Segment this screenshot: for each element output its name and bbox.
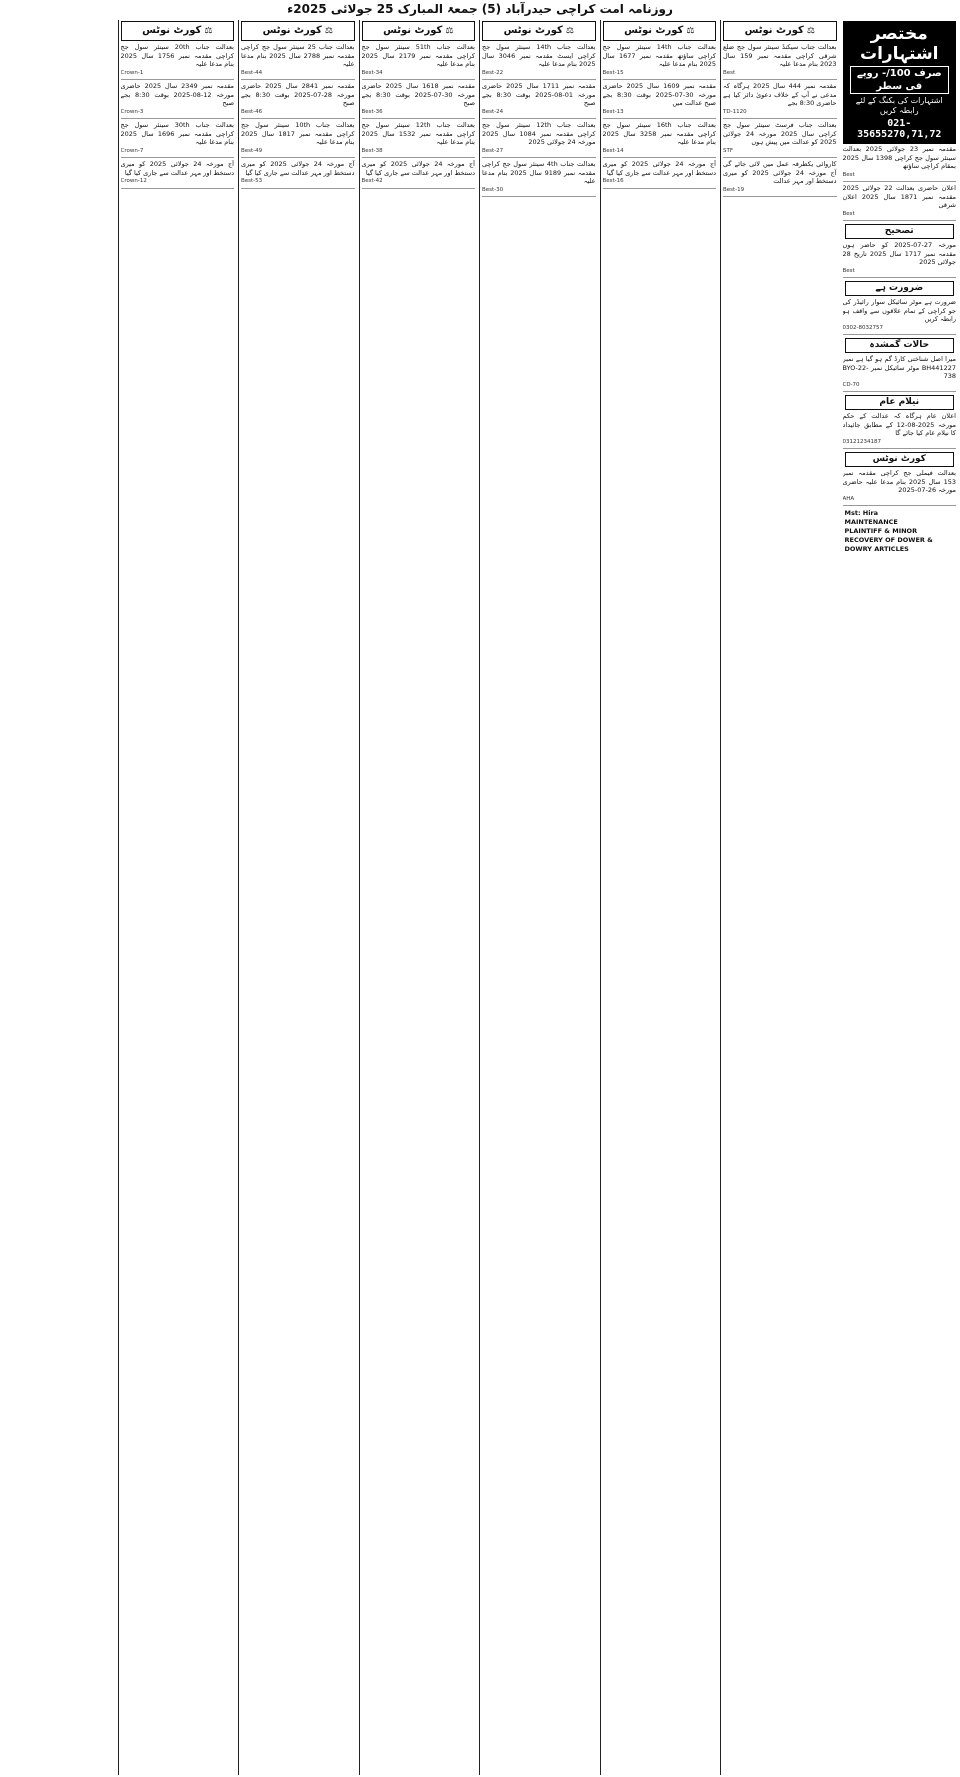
notice-code: Best <box>723 69 736 76</box>
notice-code: Best-22 <box>482 69 504 76</box>
classifieds-header <box>843 21 957 144</box>
notice-code: Best-53 <box>241 178 263 184</box>
notice-text: آج مورخہ 24 جولائی 2025 کو میری دستخط اور مہر عدالت سے جاری کیا گیا <box>241 160 355 177</box>
notice-text: مقدمہ نمبر 1609 سال 2025 حاضری مورخہ 30-07-2025 بوقت 8:30 بجے صبح عدالت میں <box>602 82 716 107</box>
section-heading-lost: حالات گمشدہ <box>845 338 955 353</box>
section-heading-correction: تصحیح <box>845 224 955 239</box>
notice <box>482 43 596 80</box>
notice-text: ضرورت ہے موٹر سائیکل سوار رائیڈر کی جو کراچی کے تمام علاقوں سے واقف ہو رابطہ کریں <box>842 298 956 323</box>
gavel-icon: ⚖ <box>806 26 815 36</box>
notice <box>843 298 957 335</box>
column-heading-text: کورٹ نوٹس <box>744 25 804 36</box>
columns-container <box>2 20 958 1775</box>
notice-code: Best-38 <box>361 147 383 154</box>
notice-code: 0302-8032757 <box>842 324 883 331</box>
notice-text: مقدمہ نمبر 1711 سال 2025 حاضری مورخہ 01-08-2025 بوقت 8:30 بجے صبح <box>482 82 596 107</box>
column-heading-text: کورٹ نوٹس <box>624 25 684 36</box>
notice-code: Crown-3 <box>120 108 144 115</box>
notice <box>241 160 355 189</box>
classifieds-notices <box>841 145 959 555</box>
classifieds-rate: صرف 100/- روپے فی سطر <box>850 66 950 94</box>
column-heading <box>241 21 355 41</box>
notice <box>121 121 235 158</box>
notice <box>362 160 476 189</box>
notice-text: مورخہ 27-07-2025 کو حاضر ہوں مقدمہ نمبر 1717 سال 2025 تاریخ 28 جولائی 2025 <box>842 241 956 266</box>
gavel-icon: ⚖ <box>324 26 333 36</box>
notice-text: بعدالت جناب 12th سینئر سول جج کراچی مقدمہ نمبر 1532 سال 2025 بنام مدعا علیہ <box>361 121 475 146</box>
notices-list <box>239 43 357 189</box>
notice <box>362 43 476 80</box>
notice-code: CD-70 <box>842 381 860 388</box>
notice-code: Best-49 <box>241 147 263 154</box>
notice <box>121 160 235 189</box>
notice <box>121 43 235 80</box>
notices-list <box>721 43 839 197</box>
notice <box>482 160 596 197</box>
notice-code: Best-13 <box>602 108 624 115</box>
classifieds-column <box>841 20 959 1775</box>
english-line: RECOVERY OF DOWER & <box>844 536 933 544</box>
notices-list <box>480 43 598 197</box>
notice <box>482 121 596 158</box>
notice-code: 03121234187 <box>842 438 881 445</box>
gavel-icon: ⚖ <box>565 26 574 36</box>
notice-text: بعدالت جناب 20th سینئر سول جج کراچی مقدمہ نمبر 1756 سال 2025 بنام مدعا علیہ <box>120 43 234 68</box>
notice-text: آج مورخہ 24 جولائی 2025 کو میری دستخط اور مہر عدالت سے جاری کیا گیا <box>361 160 475 177</box>
notice-text: بعدالت جناب فرسٹ سینئر سول جج کراچی سال 2025 مورخہ 24 جولائی 2025 کو عدالت میں پیش ہوں <box>723 121 837 146</box>
notice-code: Best-30 <box>482 186 504 193</box>
classifieds-phone: 021-35655270,71,72 <box>857 118 942 140</box>
notice <box>843 469 957 506</box>
notice <box>843 145 957 182</box>
notice <box>121 82 235 119</box>
column-heading <box>121 21 235 41</box>
notice <box>603 121 717 158</box>
notice-code: Best-24 <box>482 108 504 115</box>
notice-code: Crown-12 <box>120 178 147 184</box>
english-line: MAINTENANCE <box>844 518 898 526</box>
notice-code: Best-15 <box>602 69 624 76</box>
notice-code: TD-1120 <box>723 108 747 115</box>
notice <box>843 412 957 449</box>
court-notice-column <box>238 20 357 1775</box>
notice <box>723 121 837 158</box>
court-notice-column <box>600 20 719 1775</box>
notice-text: میرا اصل شناختی کارڈ گم ہو گیا ہے نمبر BH441227 موٹر سائیکل نمبر BYO-22-738 <box>842 355 956 380</box>
notice-text: بعدالت جناب 25 سینئر سول جج کراچی مقدمہ نمبر 2788 سال 2025 بنام مدعا علیہ <box>241 43 355 68</box>
notice <box>362 82 476 119</box>
notice-text: مقدمہ نمبر 444 سال 2025 ہرگاہ کہ مدعی نے آپ کے خلاف دعویٰ دائر کیا ہے حاضری 8:30 بجے <box>723 82 837 107</box>
notice-text: مقدمہ نمبر 2841 سال 2025 حاضری مورخہ 28-07-2025 بوقت 8:30 بجے صبح <box>241 82 355 107</box>
court-notice-column <box>118 20 237 1775</box>
notice-code: Best-27 <box>482 147 504 154</box>
notice-text: مقدمہ نمبر 23 جولائی 2025 بعدالت سینئر سول جج کراچی 1398 سال 2025 بمقام کراچی ساؤتھ <box>842 145 956 170</box>
notice-text: بعدالت جناب 14th سینئر سول جج کراچی ساؤتھ مقدمہ نمبر 1677 سال 2025 بنام مدعا علیہ <box>602 43 716 68</box>
notice <box>603 43 717 80</box>
column-heading-text: کورٹ نوٹس <box>142 25 202 36</box>
notice <box>362 121 476 158</box>
notice-code: Crown-7 <box>120 147 144 154</box>
notice <box>843 355 957 392</box>
column-heading-text: کورٹ نوٹس <box>262 25 322 36</box>
notice <box>843 184 957 221</box>
notice-code: Best-44 <box>241 69 263 76</box>
notice-code: Best-36 <box>361 108 383 115</box>
gavel-icon: ⚖ <box>686 26 695 36</box>
notice <box>723 160 837 197</box>
column-heading <box>362 21 476 41</box>
court-notice-column <box>720 20 839 1775</box>
notice-text: اعلان حاضری بعدالت 22 جولائی 2025 مقدمہ نمبر 1871 سال 2025 اعلان شرقی <box>842 184 956 209</box>
notice-code: Crown-1 <box>120 69 144 76</box>
notice-code: Best-34 <box>361 69 383 76</box>
court-notice-column <box>479 20 598 1775</box>
notice-code: STF <box>723 147 734 154</box>
notice <box>843 241 957 278</box>
notice-text: بعدالت جناب سیکنڈ سینئر سول جج ضلع شرقی کراچی مقدمہ نمبر 159 سال 2023 بنام مدعا علیہ <box>723 43 837 68</box>
notice-code: Best-46 <box>241 108 263 115</box>
notice-code: Best-14 <box>602 147 624 154</box>
notice-text: بعدالت فیملی جج کراچی مقدمہ نمبر 153 سال 2025 بنام مدعا علیہ حاضری مورخہ 26-07-2025 <box>842 469 956 494</box>
notice-text: بعدالت جناب 14th سینئر سول جج کراچی ایسٹ مقدمہ نمبر 3046 سال 2025 بنام مدعا علیہ <box>482 43 596 68</box>
notice-text: آج مورخہ 24 جولائی 2025 کو میری دستخط اور مہر عدالت سے جاری کیا گیا <box>120 160 234 177</box>
column-heading <box>603 21 717 41</box>
gavel-icon: ⚖ <box>445 26 454 36</box>
notice <box>482 82 596 119</box>
notice-text: بعدالت جناب 12th سینئر سول جج کراچی مقدمہ نمبر 1084 سال 2025 مورخہ 24 جولائی 2025 <box>482 121 596 146</box>
column-heading <box>482 21 596 41</box>
notice-text: بعدالت جناب 4th سینئر سول جج کراچی مقدمہ نمبر 9189 سال 2025 بنام مدعا علیہ <box>482 160 596 185</box>
notice <box>241 121 355 158</box>
notice <box>603 160 717 189</box>
notices-list <box>360 43 478 189</box>
notice-code: Best-19 <box>723 186 745 193</box>
classifieds-booking: اشتہارات کی بکنگ کے لئے رابطہ کریں <box>855 96 943 115</box>
notice-text: بعدالت جناب 10th سینئر سول جج کراچی مقدمہ نمبر 1817 سال 2025 بنام مدعا علیہ <box>241 121 355 146</box>
masthead: روزنامہ امت کراچی حیدرآباد (5) جمعۃ المبارک 25 جولائی 2025ء <box>287 2 673 16</box>
english-line: Mst: Hira <box>844 509 879 517</box>
notice-code: Best <box>842 210 855 217</box>
notice-text: آج مورخہ 24 جولائی 2025 کو میری دستخط اور مہر عدالت سے جاری کیا گیا <box>602 160 716 177</box>
notice-text: اعلان عام ہرگاہ کہ عدالت کے حکم مورخہ 2025-08-12 کے مطابق جائیداد کا نیلام عام کیا جائے گا <box>842 412 956 437</box>
english-line: PLAINTIFF & MINOR <box>844 527 918 535</box>
notice-text: بعدالت جناب 51th سینئر سول جج کراچی مقدمہ نمبر 2179 سال 2025 بنام مدعا علیہ <box>361 43 475 68</box>
notice <box>723 82 837 119</box>
notice-code: Best-16 <box>602 178 624 184</box>
notice-code: Best <box>842 171 855 178</box>
notice-text: مقدمہ نمبر 1618 سال 2025 حاضری مورخہ 30-07-2025 بوقت 8:30 بجے صبح <box>361 82 475 107</box>
notice-text: بعدالت جناب 16th سینئر سول جج کراچی مقدمہ نمبر 3258 سال 2025 بنام مدعا علیہ <box>602 121 716 146</box>
section-heading-wanted: ضرورت ہے <box>845 281 955 296</box>
notice-code: Best-42 <box>361 178 383 184</box>
section-heading-auction: نیلام عام <box>845 395 955 410</box>
notice <box>241 82 355 119</box>
notice-text: مقدمہ نمبر 2349 سال 2025 حاضری مورخہ 12-08-2025 بوقت 8:30 بجے صبح <box>120 82 234 107</box>
english-line: DOWRY ARTICLES <box>844 545 909 553</box>
column-heading-text: کورٹ نوٹس <box>383 25 443 36</box>
notices-list <box>601 43 719 189</box>
notice <box>603 82 717 119</box>
section-heading-court-notice: کورٹ نوٹس <box>845 452 955 467</box>
notice-text: کاروائی یکطرفہ عمل میں لائی جائے گی آج مورخہ 24 جولائی 2025 کو میری دستخط اور مہر عدالت <box>723 160 837 185</box>
english-notice-block <box>843 508 957 555</box>
notice-code: AHA <box>842 495 855 502</box>
notices-list <box>119 43 237 189</box>
court-notice-column <box>359 20 478 1775</box>
gavel-icon: ⚖ <box>204 26 213 36</box>
column-heading <box>723 21 837 41</box>
notice-text: بعدالت جناب 30th سینئر سول جج کراچی مقدمہ نمبر 1696 سال 2025 بنام مدعا علیہ <box>120 121 234 146</box>
classifieds-title: مختصر اشتہارات <box>859 24 939 64</box>
notice <box>723 43 837 80</box>
notice-code: Best <box>842 267 855 274</box>
column-heading-text: کورٹ نوٹس <box>503 25 563 36</box>
notice <box>241 43 355 80</box>
